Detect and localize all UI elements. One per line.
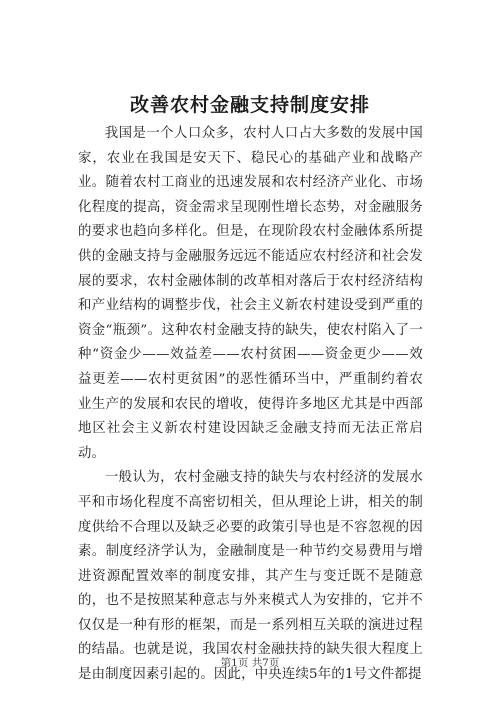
page-footer: 第1页 共7页 [220,657,280,669]
document-title: 改善农村金融支持制度安排 [129,94,370,116]
paragraph-1: 我国是一个人口众多，农村人口占大多数的发展中国家，农业在我国是安天下、稳民心的基础产业和战略产业。随着农村工商业的迅速发展和农村经济产业化、市场化程度的提高，资金需求呈现刚性增长态势，对金融服务的要求也趋向多样化。但是，在现阶段农村金融体系所提供的金融支持与金融服务远远不能适应农村经济和社会发展的要求，农村金融体制的改革相对落后于农村经济结构和产业结构的调整步伐，社会主义新农村建设受到严重的资金“瓶颈”。这种农村金融支持的缺失，使农村陷入了一种“资金少——效益差——农村贫困——资金更少——效益更差——农村更贫困”的恶性循环当中，严重制约着农业生产的发展和农民的增收，使得许多地区尤其是中西部地区社会主义新农村建设因缺乏金融支持而无法正常启动。 [78,126,423,461]
document-body [78,122,423,688]
paragraph-2: 一般认为，农村金融支持的缺失与农村经济的发展水平和市场化程度不高密切相关，但从理论上讲，相关的制度供给不合理以及缺乏必要的政策引导也是不容忽视的因素。制度经济学认为，金融制度是一种节约交易费用与增进资源配置效率的制度安排，其产生与变迁既不是随意的，也不是按照某种意志与外来模式人为安排的，它并不仅仅是一种有形的框架，而是一系列相互关联的演进过程的结晶。也就是说，我国农村金融扶持的缺失很大程度上是由制度因素引起的。因此，中央连续5年的1号文件都提 [78,470,423,683]
